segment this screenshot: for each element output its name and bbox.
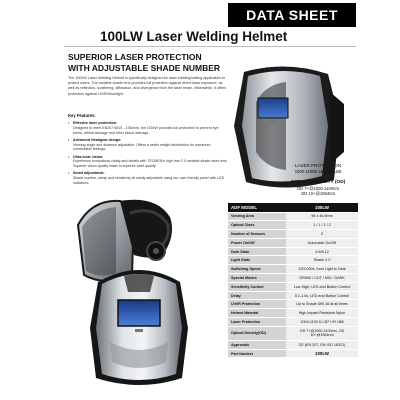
table-row — [228, 265, 358, 274]
spec-label: Laser Protection — [228, 318, 286, 327]
key-feature-heading: • Effective laser protection: — [73, 121, 118, 125]
spec-value: 100LW — [286, 349, 358, 358]
intro-paragraph: The 100LW Laser Welding Helmet is specifically designed for laser welding/cutting application to protect users. The variable shade lens provides full protection against direct laser exposure, as well as reflection, scattering, diffraction, and divergence from the laser beam. Meanwhile, it offers protection against UV/IR/bluelight. — [68, 76, 227, 96]
spec-value: 0.1-1.0s, LED and Button Control — [286, 291, 358, 300]
table-row — [228, 349, 358, 358]
spec-value: Up to Shade DIN 16 at all times — [286, 300, 358, 309]
table-row — [228, 340, 358, 349]
table-row — [228, 309, 358, 318]
spec-value: 96 x 46.5mm — [286, 212, 358, 221]
spec-label: Power On/Off — [228, 238, 286, 247]
key-feature-item — [68, 138, 228, 152]
key-feature-item — [68, 171, 228, 185]
key-feature-text: Shade number, delay and sensitivity all easily adjustable using our user friendly panel with LED indicators. — [73, 176, 225, 185]
optical-density-label: OPTICAL DENSITY (OD) — [290, 180, 346, 185]
product-title: 100LW Laser Welding Helmet — [100, 29, 288, 44]
key-feature-text: Designed to meet EN207:0810→1064nm, the 100LW provides full protection to prevent eye burns, retinal damage and other tissue damage. — [73, 125, 219, 135]
spec-label: Light State — [228, 256, 286, 265]
table-row — [228, 300, 358, 309]
spec-value: 4-6/8-12 — [286, 247, 358, 256]
table-row — [228, 238, 358, 247]
spec-value: 1000-1100 D LB7+ IR LB8 — [286, 318, 358, 327]
spec-label: Approvals — [228, 340, 286, 349]
spec-label: Delay — [228, 291, 286, 300]
spec-value: 1/25,000s, from Light to Dark — [286, 265, 358, 274]
optical-density-line: OD 7+@1000-1100nm — [296, 186, 339, 191]
table-row — [228, 230, 358, 239]
table-row — [228, 318, 358, 327]
spec-value: GRIND / CUT / MIX / DARK — [286, 274, 358, 283]
helmet-front-image — [84, 262, 194, 390]
title-divider — [64, 46, 356, 47]
spec-table — [228, 203, 358, 358]
spec-value: Low-High, LED and Button Control — [286, 282, 358, 291]
key-feature-heading: • Ultra-clear vision: — [73, 154, 104, 159]
spec-value: 2 — [286, 230, 358, 239]
table-row — [228, 274, 358, 283]
spec-label: Optical Density(OD) — [228, 326, 286, 340]
table-row — [228, 247, 358, 256]
spec-label: Viewing Area — [228, 212, 286, 221]
helmet-top-image — [226, 62, 348, 194]
data-sheet-banner: DATA SHEET — [228, 3, 356, 27]
spec-table-header — [228, 203, 358, 212]
spec-header-label: ADF MODEL — [228, 203, 286, 212]
spec-value: CE (EN 207, EN ISO 16321) — [286, 340, 358, 349]
laser-protection-value: 1000-1100D LB7+IR LB8 — [294, 168, 342, 174]
table-row — [228, 291, 358, 300]
hero-heading-line-2: WITH ADJUSTABLE SHADE NUMBER — [68, 63, 221, 73]
spec-value: High Impact Resistant Nylon — [286, 309, 358, 318]
laser-protection-block — [278, 163, 358, 174]
key-feature-item — [68, 155, 228, 169]
key-feature-heading: • Smart adjustment: — [73, 171, 105, 176]
table-row — [228, 256, 358, 265]
key-feature-heading: • Advanced Headgear design: — [73, 137, 122, 142]
table-row — [228, 282, 358, 291]
spec-label: Helmet Material — [228, 309, 286, 318]
spec-label: UV/IR Protection — [228, 300, 286, 309]
spec-header-value: 100LW — [286, 203, 358, 212]
spec-label: Optical Class — [228, 221, 286, 230]
spec-label: Sensitivity Control — [228, 282, 286, 291]
table-row — [228, 221, 358, 230]
table-row — [228, 326, 358, 340]
key-features-list — [68, 121, 228, 188]
spec-label: Switching Speed — [228, 265, 286, 274]
spec-value: Automatic On/Off — [286, 238, 358, 247]
spec-label: Number of Sensors — [228, 230, 286, 239]
optical-density-line: OD 10+@1064nm — [301, 191, 335, 196]
optical-density-block — [278, 180, 358, 196]
laser-protection-label: LASER PROTECTION — [294, 163, 342, 168]
key-feature-text: Viewing angle and distance adjustable. Offers a better weight distribution for maximum comfortable feelings. — [73, 142, 211, 152]
spec-label: Special Modes — [228, 274, 286, 283]
spec-label: Part Number — [228, 349, 286, 358]
key-features-title: Key Features: — [68, 113, 96, 118]
spec-value: 1 / 1 / 1 / 2 — [286, 221, 358, 230]
hero-heading — [68, 52, 220, 74]
hero-heading-line-1: SUPERIOR LASER PROTECTION — [68, 52, 202, 62]
table-row — [228, 212, 358, 221]
spec-value: OD 7+@1000-1100nm, OD 10+@1064nm — [286, 326, 358, 340]
key-feature-text: Experience exceptional clarity and details with TECMEN's high true 2.0 variable shade laser lens. Superior vision quality leads to superior weld quality. — [73, 159, 228, 169]
key-feature-item — [68, 121, 228, 135]
spec-label: Dark State — [228, 247, 286, 256]
spec-value: Shade 2.0 — [286, 256, 358, 265]
